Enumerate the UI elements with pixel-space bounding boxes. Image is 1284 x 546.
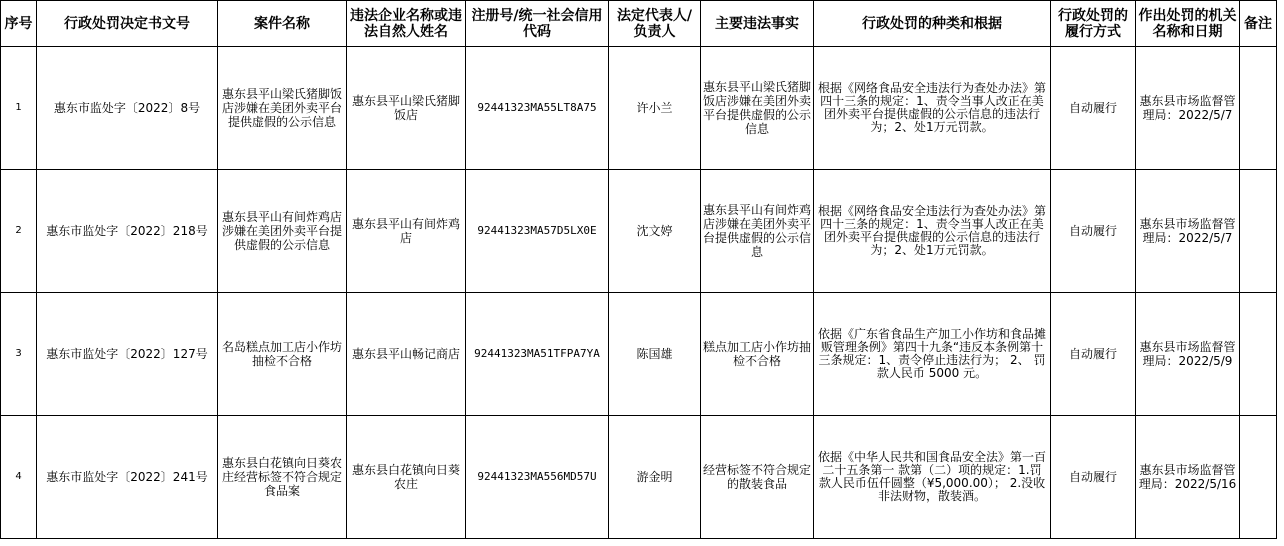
header-legal-rep: 法定代表人/负责人 xyxy=(609,1,701,47)
cell-facts: 糕点加工店小作坊抽检不合格 xyxy=(701,293,814,416)
cell-remarks xyxy=(1240,47,1277,170)
header-index: 序号 xyxy=(1,1,37,47)
cell-case-name: 惠东县平山有间炸鸡店涉嫌在美团外卖平台提供虚假的公示信息 xyxy=(218,170,347,293)
cell-authority: 惠东县市场监督管理局：2022/5/9 xyxy=(1136,293,1240,416)
cell-basis: 根据《网络食品安全违法行为查处办法》第四十三条的规定：1、责令当事人改正在美团外卖平台提供虚假的公示信息的违法行为；2、处1万元罚款。 xyxy=(814,47,1051,170)
cell-basis: 根据《网络食品安全违法行为查处办法》第四十三条的规定：1、责令当事人改正在美团外卖平台提供虚假的公示信息的违法行为；2、处1万元罚款。 xyxy=(814,170,1051,293)
cell-party: 惠东县平山有间炸鸡店 xyxy=(347,170,466,293)
cell-remarks xyxy=(1240,170,1277,293)
header-reg-no: 注册号/统一社会信用代码 xyxy=(466,1,609,47)
table-row xyxy=(1,170,1277,293)
cell-party: 惠东县平山梁氏猪脚饭店 xyxy=(347,47,466,170)
header-row xyxy=(1,1,1277,47)
cell-facts: 惠东县平山有间炸鸡店涉嫌在美团外卖平台提供虚假的公示信息 xyxy=(701,170,814,293)
header-party: 违法企业名称或违法自然人姓名 xyxy=(347,1,466,47)
cell-basis: 依据《广东省食品生产加工小作坊和食品摊贩管理条例》第四十九条“违反本条例第十三条规定：1、责令停止违法行为； 2、 罚款人民币 5000 元。 xyxy=(814,293,1051,416)
cell-legal-rep: 陈国雄 xyxy=(609,293,701,416)
cell-doc-no: 惠东市监处字〔2022〕241号 xyxy=(37,416,218,539)
cell-party: 惠东县白花镇向日葵农庄 xyxy=(347,416,466,539)
cell-legal-rep: 沈文婷 xyxy=(609,170,701,293)
header-authority: 作出处罚的机关名称和日期 xyxy=(1136,1,1240,47)
cell-reg-no: 92441323MA57D5LX0E xyxy=(466,170,609,293)
cell-case-name: 惠东县平山梁氏猪脚饭店涉嫌在美团外卖平台提供虚假的公示信息 xyxy=(218,47,347,170)
header-remarks: 备注 xyxy=(1240,1,1277,47)
header-case-name: 案件名称 xyxy=(218,1,347,47)
cell-index: 3 xyxy=(1,293,37,416)
cell-legal-rep: 许小兰 xyxy=(609,47,701,170)
cell-index: 1 xyxy=(1,47,37,170)
cell-reg-no: 92441323MA556MD57U xyxy=(466,416,609,539)
table-row xyxy=(1,47,1277,170)
cell-reg-no: 92441323MA55LT8A75 xyxy=(466,47,609,170)
header-execution: 行政处罚的履行方式 xyxy=(1051,1,1136,47)
cell-authority: 惠东县市场监督管理局：2022/5/7 xyxy=(1136,170,1240,293)
cell-remarks xyxy=(1240,293,1277,416)
cell-doc-no: 惠东市监处字〔2022〕8号 xyxy=(37,47,218,170)
cell-execution: 自动履行 xyxy=(1051,47,1136,170)
cell-authority: 惠东县市场监督管理局：2022/5/16 xyxy=(1136,416,1240,539)
cell-facts: 惠东县平山梁氏猪脚饭店涉嫌在美团外卖平台提供虚假的公示信息 xyxy=(701,47,814,170)
cell-index: 2 xyxy=(1,170,37,293)
cell-party: 惠东县平山畅记商店 xyxy=(347,293,466,416)
cell-reg-no: 92441323MA51TFPA7YA xyxy=(466,293,609,416)
cell-legal-rep: 游金明 xyxy=(609,416,701,539)
cell-execution: 自动履行 xyxy=(1051,416,1136,539)
cell-remarks xyxy=(1240,416,1277,539)
cell-execution: 自动履行 xyxy=(1051,293,1136,416)
cell-doc-no: 惠东市监处字〔2022〕218号 xyxy=(37,170,218,293)
cell-basis: 依据《中华人民共和国食品安全法》第一百二十五条第一 款第（二）项的规定：1.罚款人民币伍仟圆整（¥5,000.00）； 2.没收非法财物，散装酒。 xyxy=(814,416,1051,539)
cell-case-name: 名岛糕点加工店小作坊抽检不合格 xyxy=(218,293,347,416)
cell-facts: 经营标签不符合规定的散装食品 xyxy=(701,416,814,539)
header-basis: 行政处罚的种类和根据 xyxy=(814,1,1051,47)
cell-execution: 自动履行 xyxy=(1051,170,1136,293)
cell-case-name: 惠东县白花镇向日葵农庄经营标签不符合规定食品案 xyxy=(218,416,347,539)
cell-index: 4 xyxy=(1,416,37,539)
cell-authority: 惠东县市场监督管理局：2022/5/7 xyxy=(1136,47,1240,170)
table-row xyxy=(1,416,1277,539)
table-row xyxy=(1,293,1277,416)
cell-doc-no: 惠东市监处字〔2022〕127号 xyxy=(37,293,218,416)
header-facts: 主要违法事实 xyxy=(701,1,814,47)
header-doc-no: 行政处罚决定书文号 xyxy=(37,1,218,47)
